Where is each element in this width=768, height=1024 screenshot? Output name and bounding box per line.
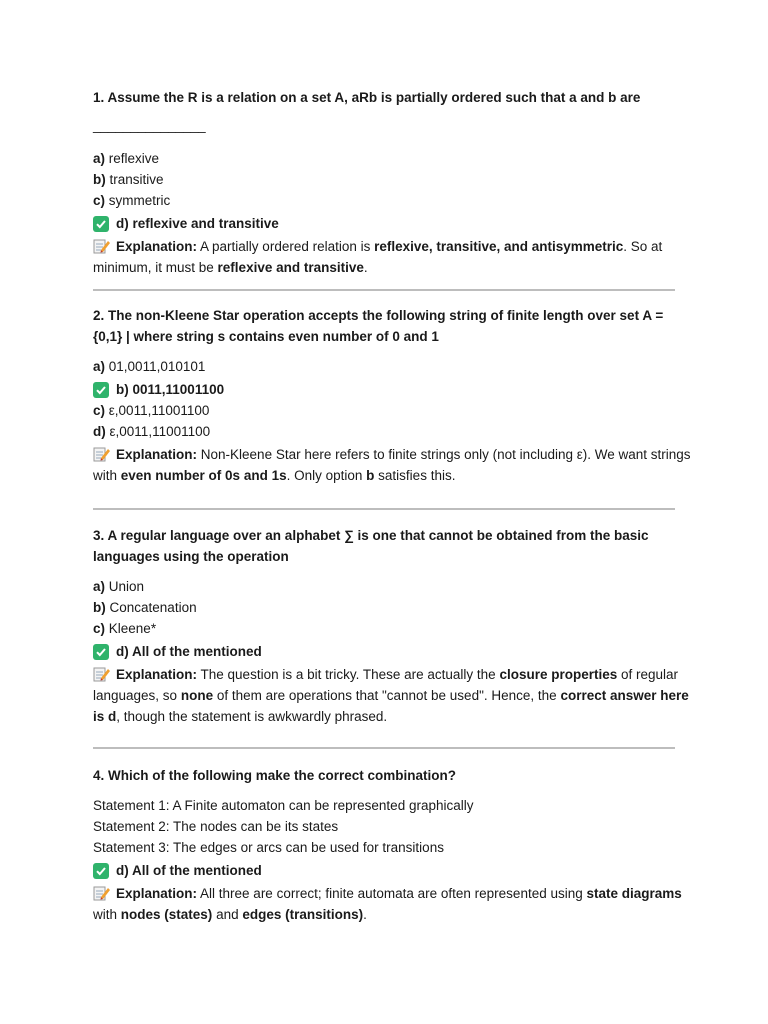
memo-icon: [93, 885, 111, 901]
divider: [93, 289, 675, 291]
divider: [93, 508, 675, 510]
divider: [93, 747, 675, 749]
question-4: [93, 765, 693, 925]
check-mark-icon: [93, 382, 109, 398]
option-c: c) symmetric: [93, 193, 171, 208]
question-3: [93, 525, 693, 727]
check-mark-icon: [93, 644, 109, 660]
explanation: Explanation: All three are correct; finite automata are often represented using state diagrams with nodes (states) and edges (transitions).: [93, 886, 682, 922]
explanation: Explanation: A partially ordered relation is reflexive, transitive, and antisymmetric. So at minimum, it must be reflexive and transitive.: [93, 239, 663, 275]
question-2: [93, 305, 693, 486]
option-b: b) Concatenation: [93, 600, 197, 615]
check-mark-icon: [93, 216, 109, 232]
question-text: 1. Assume the R is a relation on a set A, aRb is partially ordered such that a and b are: [93, 90, 641, 105]
memo-icon: [93, 666, 111, 682]
explanation: Explanation: Non-Kleene Star here refers to finite strings only (not including ε). We want strings with even number of 0s and 1s. Only option b satisfies this.: [93, 447, 691, 483]
explanation: Explanation: The question is a bit tricky. These are actually the closure properties of regular languages, so none of them are operations that "cannot be used". Hence, the correct answer here is d, though the statement is awkwardly phrased.: [93, 667, 689, 724]
option-c: c) ε,0011,11001100: [93, 403, 210, 418]
option-b: b) transitive: [93, 172, 164, 187]
correct-answer: b) 0011,11001100: [93, 379, 693, 400]
memo-icon: [93, 446, 111, 462]
statement-3: Statement 3: The edges or arcs can be used for transitions: [93, 840, 444, 855]
option-c: c) Kleene*: [93, 621, 157, 636]
correct-answer: d) reflexive and transitive: [93, 213, 693, 234]
answer-blank: _______________: [93, 118, 206, 133]
statement-1: Statement 1: A Finite automaton can be represented graphically: [93, 798, 474, 813]
statement-2: Statement 2: The nodes can be its states: [93, 819, 339, 834]
question-text: 4. Which of the following make the correct combination?: [93, 768, 457, 783]
option-a: a) 01,0011,010101: [93, 359, 206, 374]
option-d: d) ε,0011,11001100: [93, 424, 211, 439]
correct-answer: d) All of the mentioned: [93, 641, 693, 662]
correct-answer: d) All of the mentioned: [93, 860, 693, 881]
question-text: 3. A regular language over an alphabet ∑ is one that cannot be obtained from the basic languages using the operation: [93, 528, 649, 564]
check-mark-icon: [93, 863, 109, 879]
option-a: a) Union: [93, 579, 145, 594]
question-text: 2. The non-Kleene Star operation accepts the following string of finite length over set A = {0,1} | where string s contains even number of 0 and 1: [93, 308, 664, 344]
question-1: [93, 87, 693, 278]
memo-icon: [93, 238, 111, 254]
option-a: a) reflexive: [93, 151, 160, 166]
